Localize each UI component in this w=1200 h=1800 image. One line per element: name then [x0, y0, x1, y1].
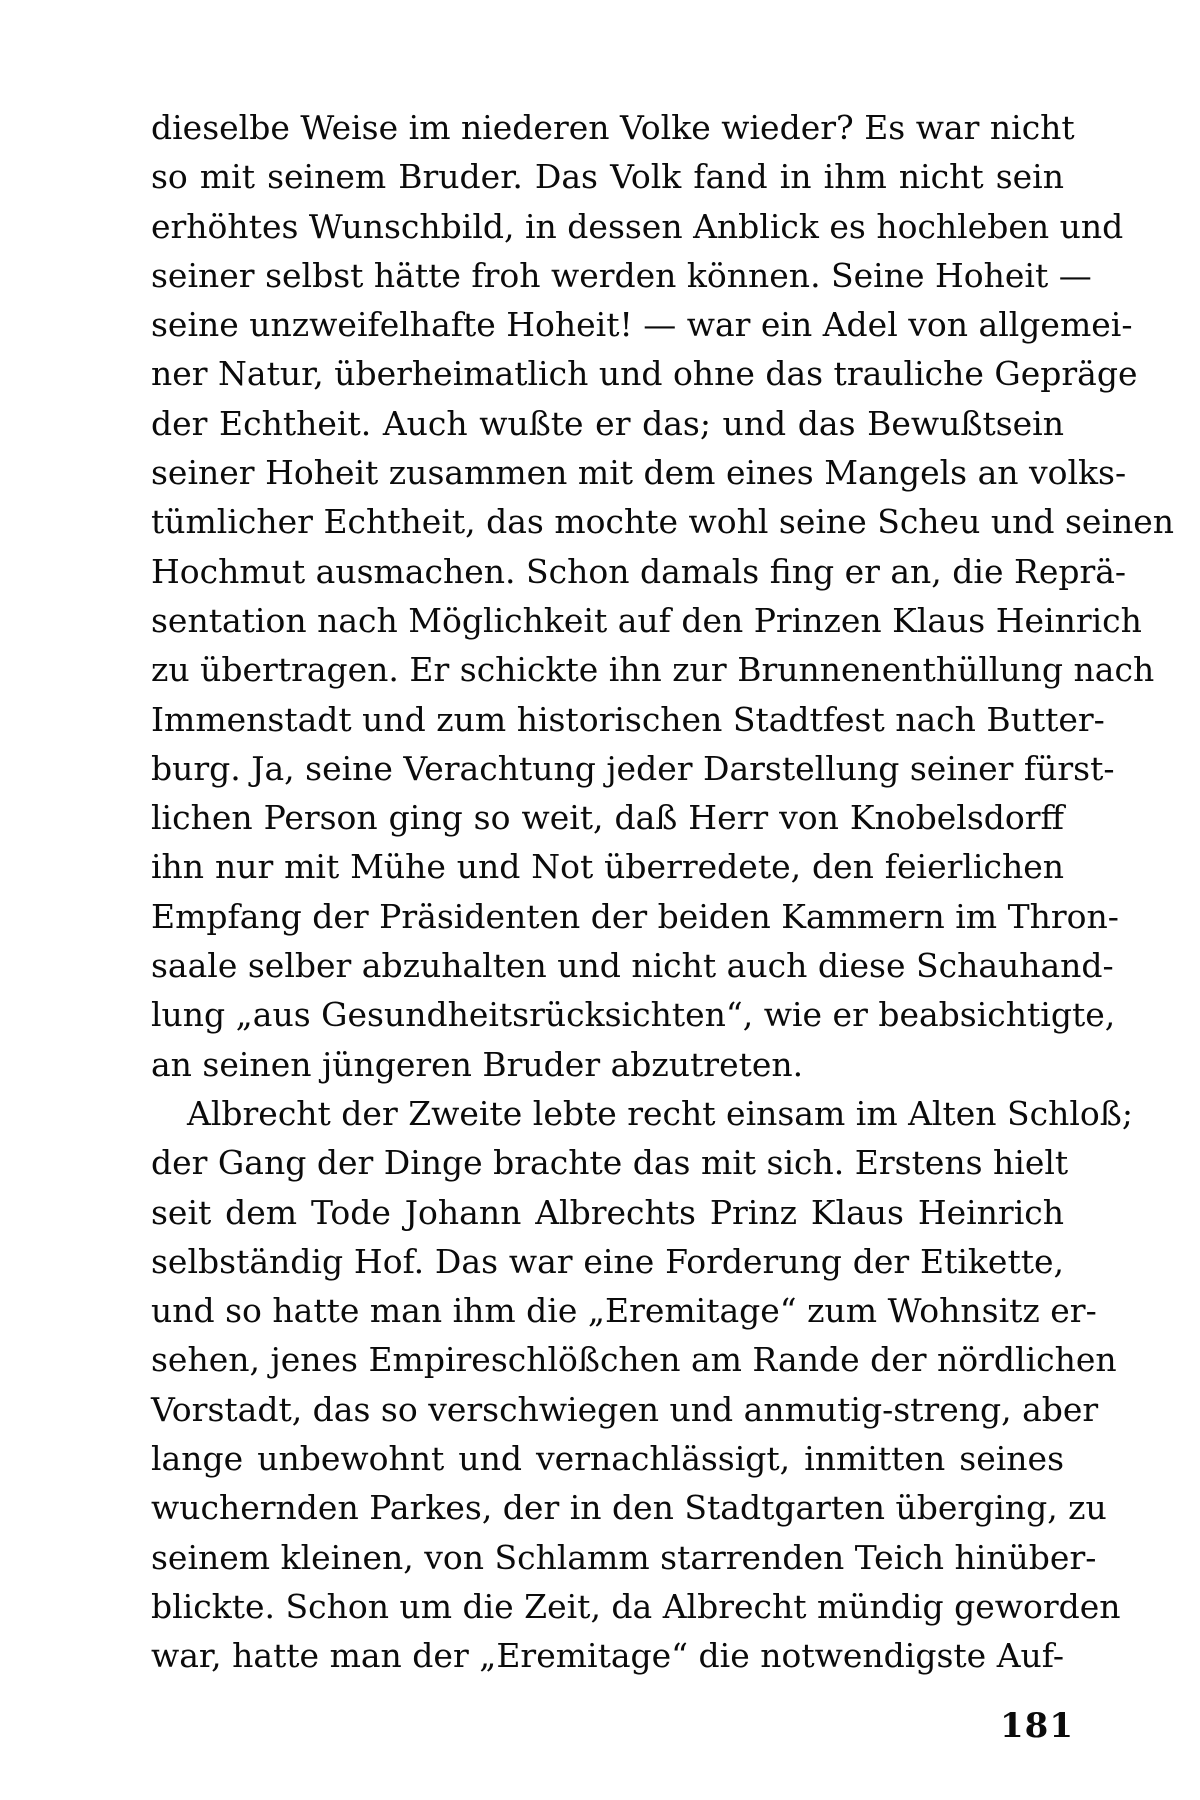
text-line: so mit seinem Bruder. Das Volk fand in ihm nicht sein	[151, 157, 1064, 197]
text-line: lung „aus Gesundheitsrücksichten“, wie er beabsichtigte,	[151, 995, 1116, 1035]
text-line: selbständig Hof. Das war eine Forderung der Etikette,	[151, 1241, 1064, 1281]
text-line: Hochmut ausmachen. Schon damals fing er an, die Reprä-	[151, 551, 1127, 591]
text-line: zu übertragen. Er schickte ihn zur Brunnenenthüllung nach	[151, 650, 1155, 690]
text-line: seinem kleinen, von Schlamm starrenden Teich hinüber-	[151, 1537, 1097, 1577]
text-line: seiner selbst hätte froh werden können. Seine Hoheit —	[151, 255, 1092, 295]
text-line: seine unzweifelhafte Hoheit! — war ein Adel von allgemei-	[151, 305, 1133, 345]
text-line: wuchernden Parkes, der in den Stadtgarten überging, zu	[151, 1488, 1107, 1528]
text-line: Albrecht der Zweite lebte recht einsam im Alten Schloß;	[187, 1093, 1133, 1133]
text-line: sehen, jenes Empireschlößchen am Rande der nördlichen	[151, 1340, 1117, 1380]
text-line: seiner Hoheit zusammen mit dem eines Mangels an volks-	[151, 453, 1127, 493]
text-line: sentation nach Möglichkeit auf den Prinzen Klaus Heinrich	[151, 600, 1142, 640]
text-line: seit dem Tode Johann Albrechts Prinz Klaus Heinrich	[151, 1192, 1064, 1232]
text-line: lange unbewohnt und vernachlässigt, inmitten seines	[151, 1439, 1064, 1479]
text-line: blickte. Schon um die Zeit, da Albrecht mündig geworden	[151, 1586, 1121, 1626]
paragraph-1	[151, 103, 1174, 1089]
text-line: und so hatte man ihm die „Eremitage“ zum Wohnsitz er-	[151, 1291, 1097, 1331]
text-line: ner Natur, überheimatlich und ohne das trauliche Gepräge	[151, 354, 1138, 394]
text-line: war, hatte man der „Eremitage“ die notwendigste Auf-	[151, 1636, 1064, 1676]
text-line: an seinen jüngeren Bruder abzutreten.	[151, 1044, 804, 1084]
text-line: ihn nur mit Mühe und Not überredete, den feierlichen	[151, 847, 1064, 887]
text-line: tümlicher Echtheit, das mochte wohl seine Scheu und seinen	[151, 502, 1174, 542]
text-line: dieselbe Weise im niederen Volke wieder? Es war nicht	[151, 108, 1075, 147]
text-line: saale selber abzuhalten und nicht auch diese Schauhand-	[151, 946, 1114, 986]
body-text	[151, 103, 1174, 1681]
text-line: der Gang der Dinge brachte das mit sich. Erstens hielt	[151, 1143, 1069, 1183]
text-line: lichen Person ging so weit, daß Herr von Knobelsdorff	[151, 798, 1064, 838]
text-line: erhöhtes Wunschbild, in dessen Anblick es hochleben und	[151, 206, 1124, 246]
page-number: 181	[1000, 1706, 1074, 1746]
text-line: der Echtheit. Auch wußte er das; und das Bewußtsein	[151, 403, 1064, 443]
text-line: Immenstadt und zum historischen Stadtfest nach Butter-	[151, 699, 1105, 739]
text-line: Vorstadt, das so verschwiegen und anmutig-streng, aber	[151, 1389, 1099, 1429]
paragraph-2	[151, 1089, 1133, 1681]
text-line: Empfang der Präsidenten der beiden Kammern im Thron-	[151, 896, 1119, 936]
text-line: burg. Ja, seine Verachtung jeder Darstellung seiner fürst-	[151, 748, 1115, 788]
